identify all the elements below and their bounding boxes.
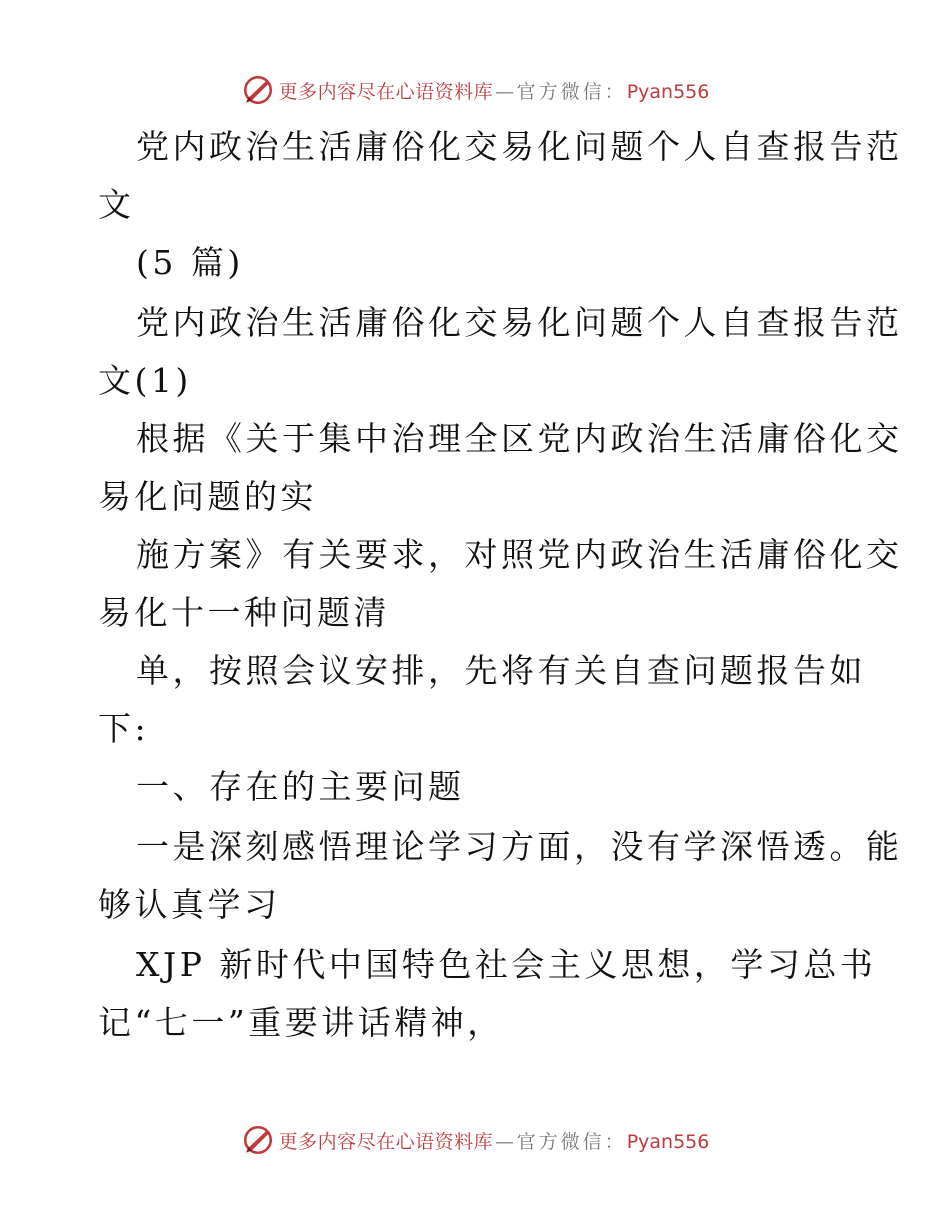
- paragraph-line: 根据《关于集中治理全区党内政治生活庸俗化交: [136, 419, 903, 458]
- section-title-line-2: 文(1): [98, 361, 192, 400]
- watermark-dash: —: [495, 1130, 515, 1153]
- watermark-handle: Pyan556: [626, 1130, 710, 1153]
- header-watermark: [0, 70, 950, 110]
- paragraph-line: 易化十一种问题清: [98, 593, 390, 632]
- title-line-2: 文: [98, 185, 135, 224]
- pen-logo-icon: [241, 1123, 275, 1157]
- paragraph-line: 易化问题的实: [98, 477, 317, 516]
- section-title-line-1: 党内政治生活庸俗化交易化问题个人自查报告范: [136, 303, 903, 342]
- watermark-main-text: 更多内容尽在心语资料库: [278, 80, 494, 103]
- footer-watermark: [0, 1120, 950, 1160]
- watermark-main-text: 更多内容尽在心语资料库: [278, 1130, 494, 1153]
- paragraph-line: 够认真学习: [98, 885, 281, 924]
- paragraph-line: XJP 新时代中国特色社会主义思想，学习总书: [136, 945, 877, 984]
- watermark-handle: Pyan556: [626, 80, 710, 103]
- subtitle-count: (5 篇): [136, 243, 244, 282]
- watermark-dash: —: [495, 80, 515, 103]
- paragraph-line: 一是深刻感悟理论学习方面，没有学深悟透。能: [136, 827, 903, 866]
- paragraph-line: 下:: [98, 709, 150, 748]
- pen-logo-icon: [241, 73, 275, 107]
- title-line-1: 党内政治生活庸俗化交易化问题个人自查报告范: [136, 127, 903, 166]
- paragraph-line: 记“七一”重要讲话精神，: [98, 1003, 504, 1042]
- heading-main-problems: 一、存在的主要问题: [136, 767, 465, 806]
- watermark-label: 官方微信：: [516, 80, 627, 103]
- paragraph-line: 施方案》有关要求，对照党内政治生活庸俗化交: [136, 535, 903, 574]
- watermark-label: 官方微信：: [516, 1130, 627, 1153]
- paragraph-line: 单，按照会议安排，先将有关自查问题报告如: [136, 651, 866, 690]
